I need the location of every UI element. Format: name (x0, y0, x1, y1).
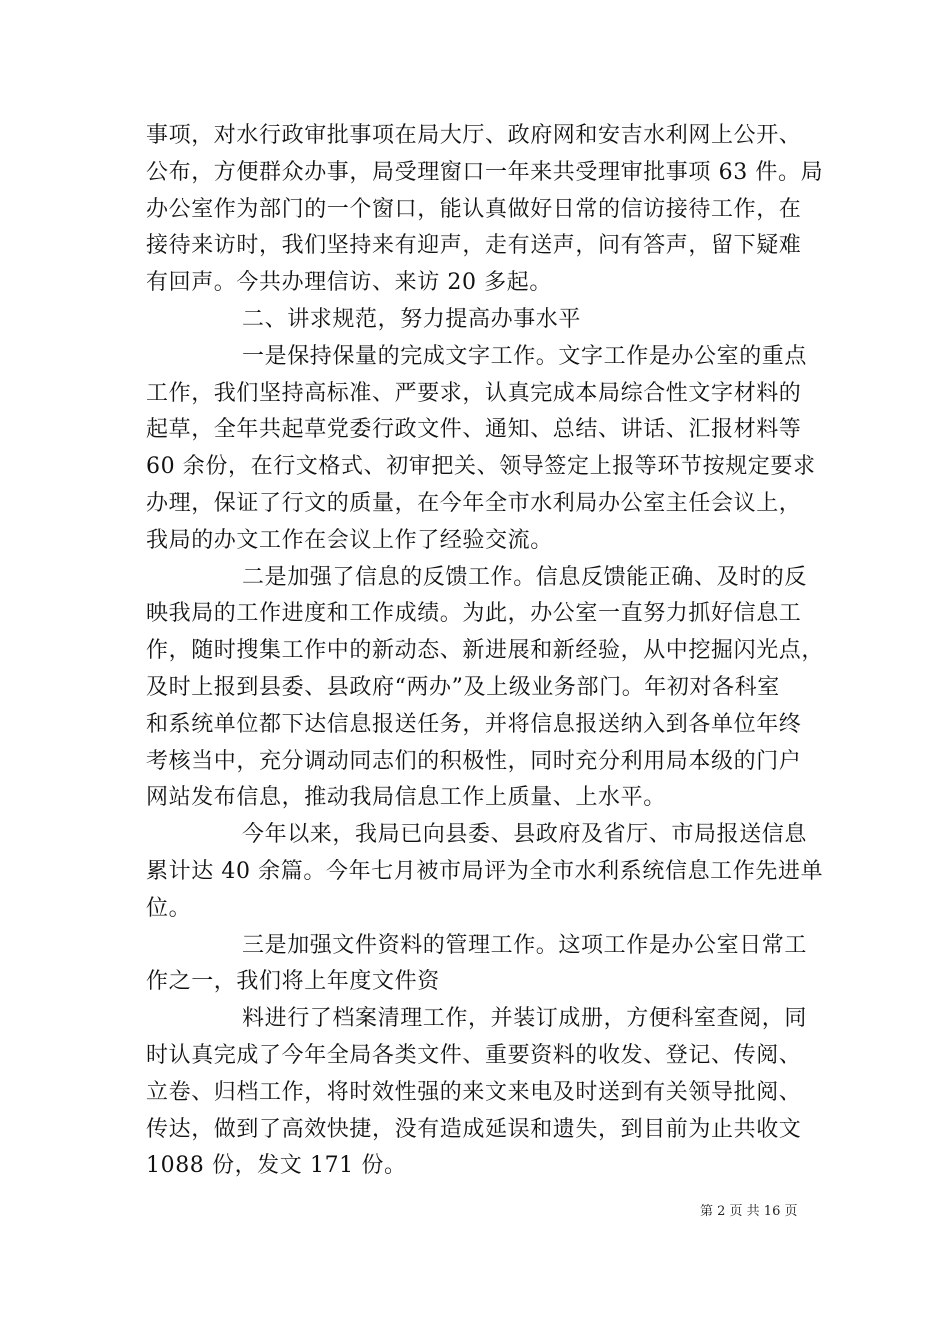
text-line: 办公室作为部门的一个窗口，能认真做好日常的信访接待工作，在 (146, 196, 802, 222)
text-line: 网站发布信息，推动我局信息工作上质量、上水平。 (146, 785, 666, 811)
text-line: 有回声。今共办理信访、来访 20 多起。 (146, 270, 552, 296)
text-line: 和系统单位都下达信息报送任务，并将信息报送纳入到各单位年终 (146, 711, 802, 737)
text-line: 立卷、归档工作，将时效性强的来文来电及时送到有关领导批阅、 (146, 1079, 802, 1105)
section-heading: 二、讲求规范，努力提高办事水平 (242, 306, 582, 332)
text-line: 时认真完成了今年全局各类文件、重要资料的收发、登记、传阅、 (146, 1042, 802, 1068)
text-line: 事项，对水行政审批事项在局大厅、政府网和安吉水利网上公开、 (146, 123, 802, 148)
text-line: 办理，保证了行文的质量，在今年全市水利局办公室主任会议上， (146, 490, 802, 516)
page-number: 第 2 页 共 16 页 (700, 1204, 798, 1219)
text-line: 接待来访时，我们坚持来有迎声，走有送声，问有答声，留下疑难 (146, 233, 802, 259)
paragraph-start: 今年以来，我局已向县委、县政府及省厅、市局报送信息 (242, 822, 808, 848)
text-line: 映我局的工作进度和工作成绩。为此，办公室一直努力抓好信息工 (146, 601, 802, 627)
text-line: 位。 (146, 895, 192, 921)
paragraph-start: 二是加强了信息的反馈工作。信息反馈能正确、及时的反 (242, 564, 808, 590)
text-line: 工作，我们坚持高标准、严要求，认真完成本局综合性文字材料的 (146, 380, 802, 406)
text-line: 考核当中，充分调动同志们的积极性，同时充分利用局本级的门户 (146, 748, 802, 774)
text-line: 及时上报到县委、县政府“两办”及上级业务部门。年初对各科室 (146, 674, 780, 700)
paragraph-start: 一是保持保量的完成文字工作。文字工作是办公室的重点 (242, 343, 808, 369)
text-line: 我局的办文工作在会议上作了经验交流。 (146, 527, 553, 553)
text-line: 1088 份，发文 171 份。 (146, 1153, 407, 1179)
paragraph-start: 料进行了档案清理工作，并装订成册，方便科室查阅，同 (242, 1006, 808, 1032)
text-line: 60 余份，在行文格式、初审把关、领导签定上报等环节按规定要求 (146, 454, 816, 480)
text-line: 公布，方便群众办事，局受理窗口一年来共受理审批事项 63 件。局 (146, 159, 824, 185)
text-line: 作之一，我们将上年度文件资 (146, 969, 440, 995)
text-line: 累计达 40 余篇。今年七月被市局评为全市水利系统信息工作先进单 (146, 858, 824, 884)
document-body (146, 118, 825, 1185)
text-line: 起草，全年共起草党委行政文件、通知、总结、讲话、汇报材料等 (146, 417, 802, 443)
text-line: 传达，做到了高效快捷，没有造成延误和遗失，到目前为止共收文 (146, 1116, 802, 1142)
text-line: 作，随时搜集工作中的新动态、新进展和新经验，从中挖掘闪光点， (146, 638, 825, 664)
paragraph-start: 三是加强文件资料的管理工作。这项工作是办公室日常工 (242, 932, 808, 958)
